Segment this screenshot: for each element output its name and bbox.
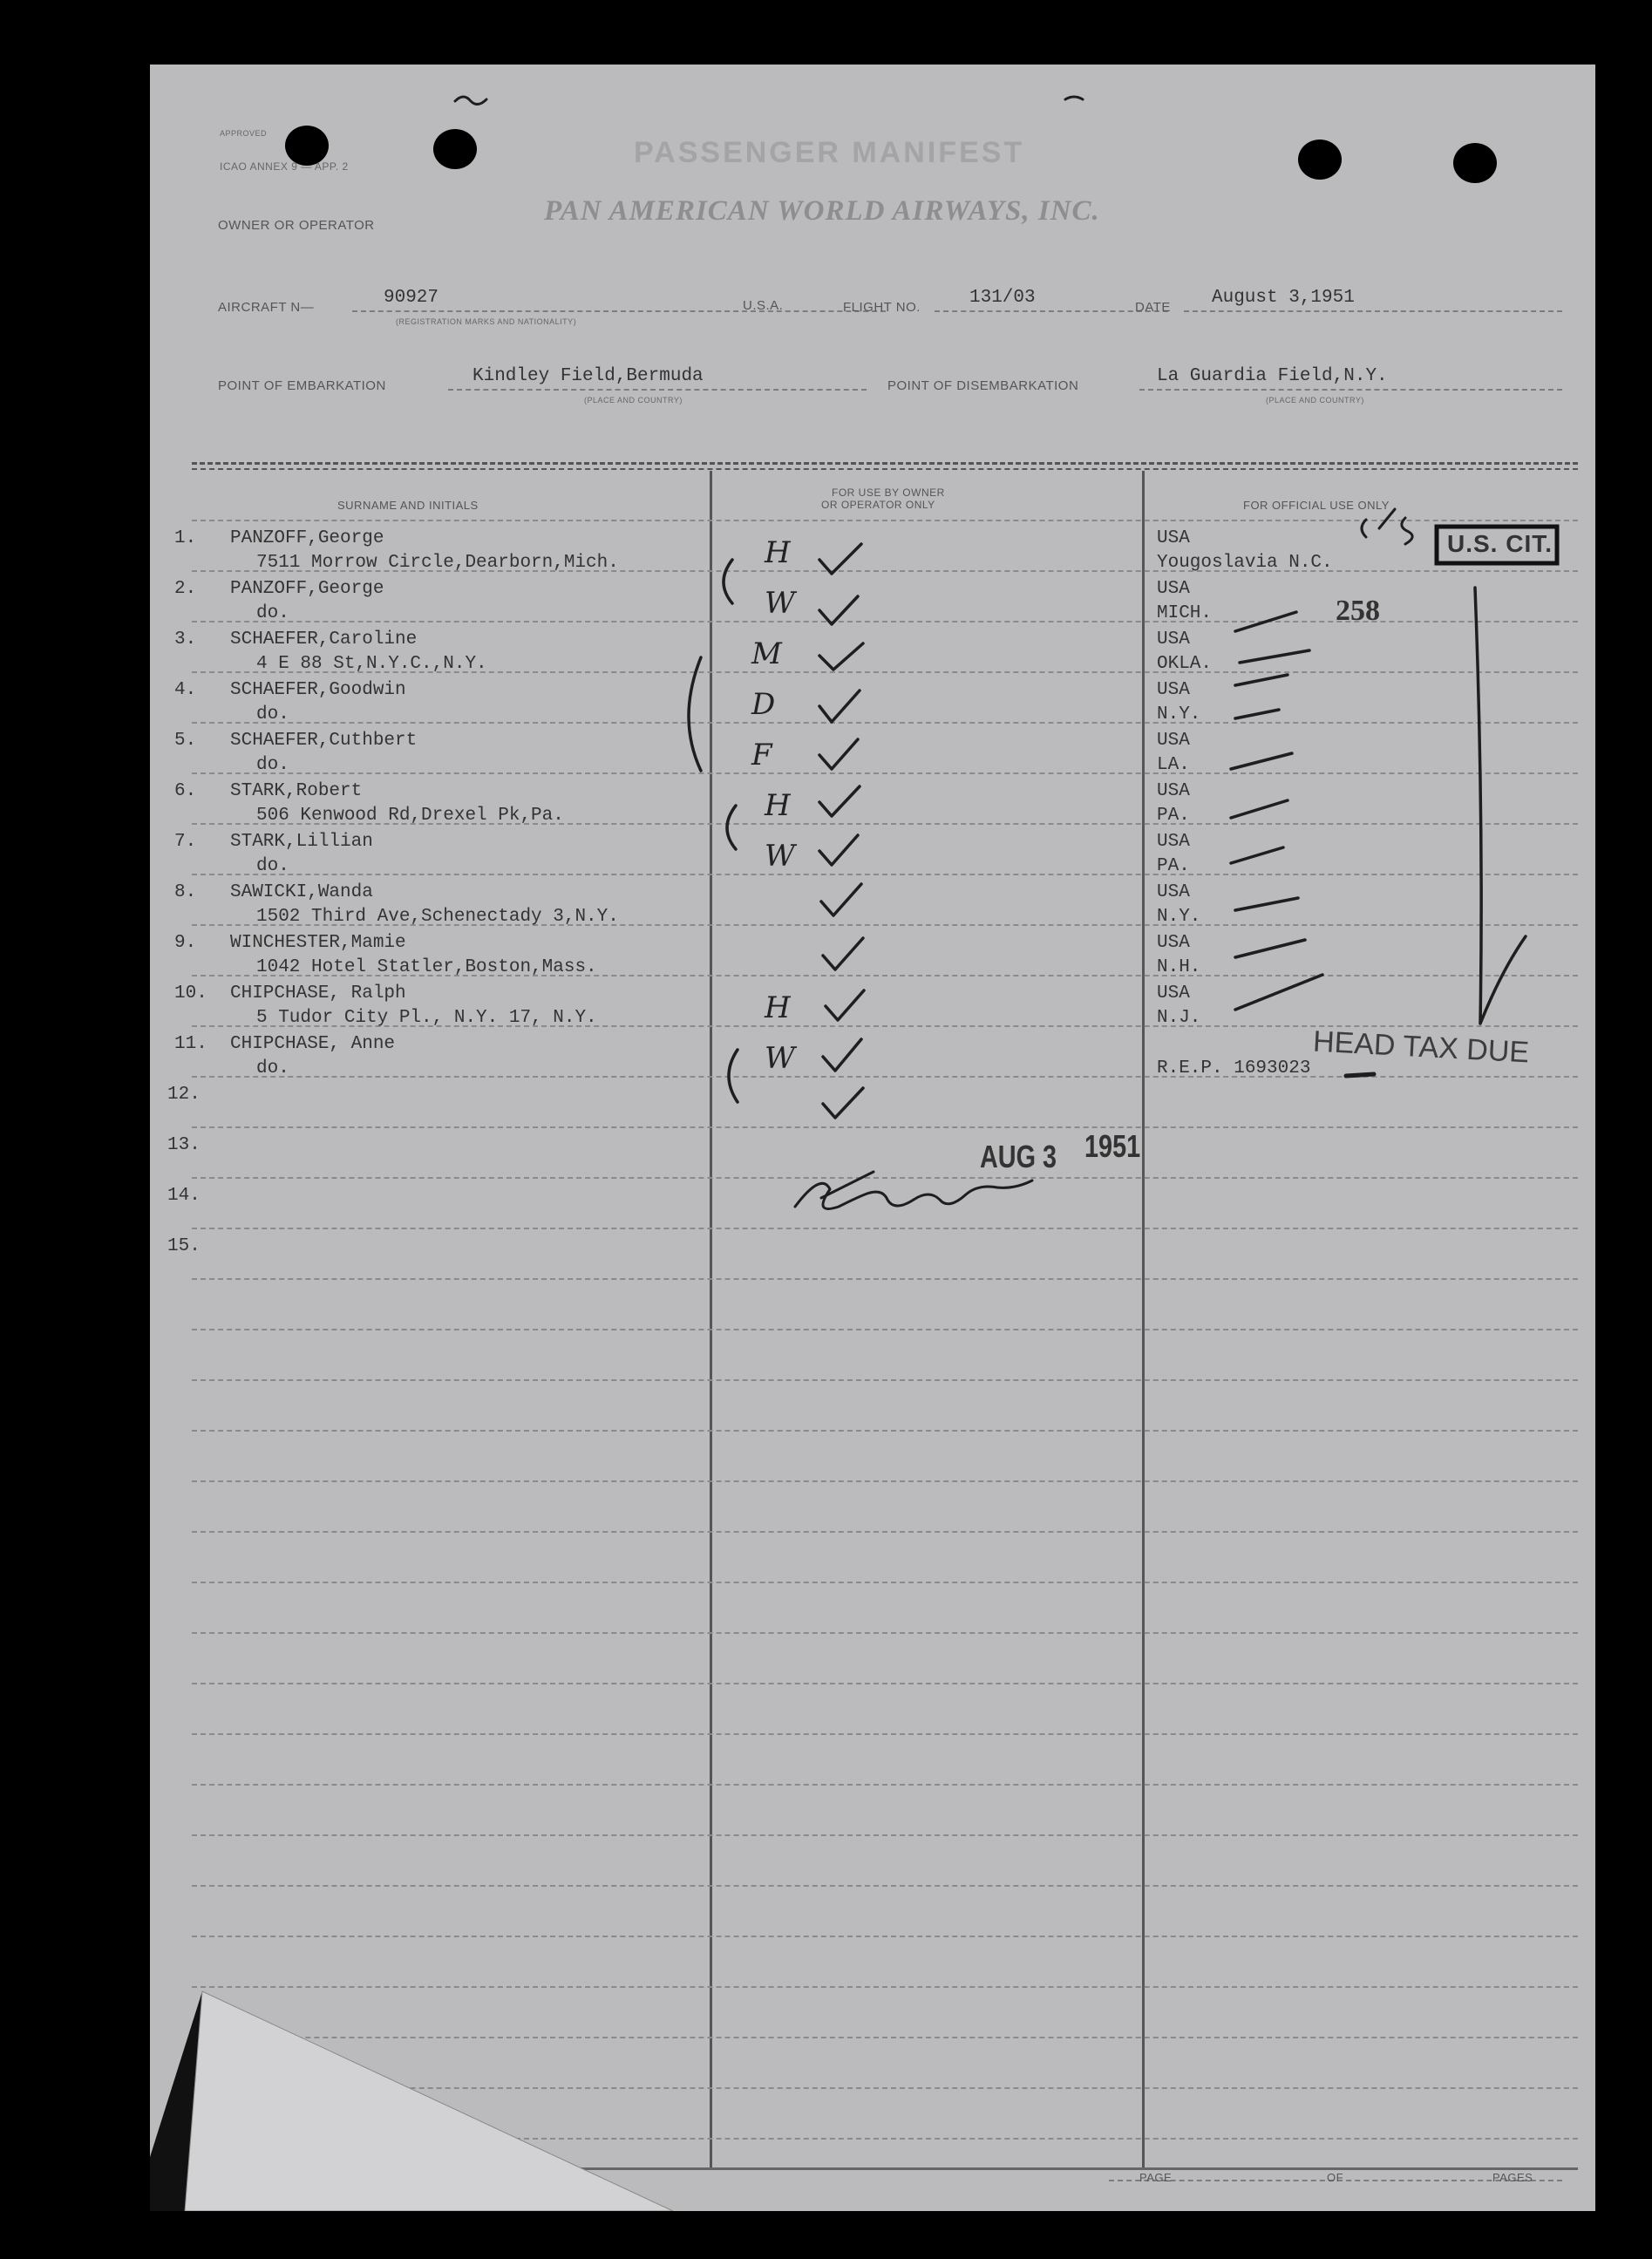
passenger-address: 4 E 88 St,N.Y.C.,N.Y. xyxy=(256,654,487,674)
date-stamp xyxy=(980,1128,1141,1175)
official-state: R.E.P. 1693023 xyxy=(1157,1058,1311,1078)
aircraft-label: AIRCRAFT N— xyxy=(218,300,315,315)
operator-mark: M xyxy=(751,636,782,671)
official-nationality: USA xyxy=(1157,731,1190,751)
row-number: 10. xyxy=(174,983,207,1004)
passenger-address: 7511 Morrow Circle,Dearborn,Mich. xyxy=(256,553,619,573)
official-nationality: USA xyxy=(1157,528,1190,548)
aircraft-value: 90927 xyxy=(384,288,439,308)
passenger-address: do. xyxy=(256,856,289,876)
date-value: August 3,1951 xyxy=(1212,288,1355,308)
passenger-name: SCHAEFER,Goodwin xyxy=(230,680,406,700)
operator-mark: W xyxy=(765,839,795,874)
of-label: OF xyxy=(1327,2171,1344,2184)
flight-label: FLIGHT NO. xyxy=(843,300,921,315)
embarkation-sub: (PLACE AND COUNTRY) xyxy=(584,396,683,405)
operator-mark: H xyxy=(765,535,791,570)
column-header-operator: OR OPERATOR ONLY xyxy=(821,499,935,511)
date-stamp-year: 1951 xyxy=(1084,1128,1141,1164)
official-nationality: USA xyxy=(1157,579,1190,599)
official-state: PA. xyxy=(1157,806,1190,826)
row-number: 7. xyxy=(174,832,197,852)
official-state: Yougoslavia N.C. xyxy=(1157,553,1333,573)
official-nationality: USA xyxy=(1157,781,1190,801)
row-number: 11. xyxy=(174,1034,207,1054)
head-tax-stamp: HEAD TAX DUE xyxy=(1312,1024,1530,1070)
official-nationality: USA xyxy=(1157,983,1190,1004)
operator-mark: H xyxy=(765,788,791,823)
official-state: PA. xyxy=(1157,856,1190,876)
official-nationality: USA xyxy=(1157,629,1190,650)
passenger-name: SCHAEFER,Cuthbert xyxy=(230,731,418,751)
passenger-address: 1502 Third Ave,Schenectady 3,N.Y. xyxy=(256,907,619,927)
passenger-address: 506 Kenwood Rd,Drexel Pk,Pa. xyxy=(256,806,564,826)
passenger-address: do. xyxy=(256,1058,289,1078)
row-number: 8. xyxy=(174,882,197,902)
passenger-name: SAWICKI,Wanda xyxy=(230,882,373,902)
official-state: N.J. xyxy=(1157,1008,1201,1028)
operator-mark: W xyxy=(765,586,795,621)
row-number: 9. xyxy=(174,933,197,953)
disembarkation-sub: (PLACE AND COUNTRY) xyxy=(1266,396,1364,405)
passenger-name: PANZOFF,George xyxy=(230,528,384,548)
official-state: LA. xyxy=(1157,755,1190,775)
official-nationality: USA xyxy=(1157,882,1190,902)
passenger-address: 1042 Hotel Statler,Boston,Mass. xyxy=(256,957,597,977)
aircraft-sub: (REGISTRATION MARKS AND NATIONALITY) xyxy=(396,317,577,326)
disembarkation-value: La Guardia Field,N.Y. xyxy=(1157,366,1388,386)
column-header-operator: FOR USE BY OWNER xyxy=(832,487,945,499)
date-label: DATE xyxy=(1135,300,1171,315)
us-cit-stamp: U.S. CIT. xyxy=(1447,530,1553,557)
official-state: MICH. xyxy=(1157,603,1213,623)
passenger-name: CHIPCHASE, Anne xyxy=(230,1034,396,1054)
passenger-address: do. xyxy=(256,603,289,623)
operator-mark: H xyxy=(765,990,791,1025)
row-number: 6. xyxy=(174,781,197,801)
embarkation-value: Kindley Field,Bermuda xyxy=(472,366,704,386)
passenger-name: CHIPCHASE, Ralph xyxy=(230,983,406,1004)
row-number: 14. xyxy=(167,1186,201,1206)
row-number: 13. xyxy=(167,1135,201,1155)
row-number: 1. xyxy=(174,528,197,548)
passenger-name: PANZOFF,George xyxy=(230,579,384,599)
flight-value: 131/03 xyxy=(969,288,1036,308)
official-state: OKLA. xyxy=(1157,654,1213,674)
column-header-official: FOR OFFICIAL USE ONLY xyxy=(1243,499,1390,512)
row-number: 12. xyxy=(167,1085,201,1105)
form-title: PASSENGER MANIFEST xyxy=(634,136,1025,169)
passenger-address: 5 Tudor City Pl., N.Y. 17, N.Y. xyxy=(256,1008,597,1028)
company-name: PAN AMERICAN WORLD AIRWAYS, INC. xyxy=(544,195,1100,227)
official-nationality: USA xyxy=(1157,832,1190,852)
passenger-name: STARK,Robert xyxy=(230,781,363,801)
official-nationality: USA xyxy=(1157,933,1190,953)
passenger-name: STARK,Lillian xyxy=(230,832,373,852)
passenger-address: do. xyxy=(256,755,289,775)
operator-mark: F xyxy=(751,738,772,772)
row-number: 5. xyxy=(174,731,197,751)
operator-mark: W xyxy=(765,1041,795,1076)
passenger-address: do. xyxy=(256,704,289,725)
row-number: 4. xyxy=(174,680,197,700)
page-label: PAGE xyxy=(1139,2171,1173,2184)
approval-line: ICAO ANNEX 9 — APP. 2 xyxy=(220,160,349,173)
date-stamp-month: AUG 3 xyxy=(980,1139,1057,1174)
row-number: 15. xyxy=(167,1236,201,1256)
owner-label: OWNER OR OPERATOR xyxy=(218,218,375,233)
official-state: N.Y. xyxy=(1157,704,1201,725)
row-number: 3. xyxy=(174,629,197,650)
row-number: 2. xyxy=(174,579,197,599)
embarkation-label: POINT OF EMBARKATION xyxy=(218,378,386,393)
column-header-surname: SURNAME AND INITIALS xyxy=(337,499,479,512)
official-state: N.H. xyxy=(1157,957,1201,977)
manifest-page xyxy=(150,65,1595,2211)
pages-label: PAGES xyxy=(1492,2171,1533,2184)
passenger-name: SCHAEFER,Caroline xyxy=(230,629,418,650)
passenger-name: WINCHESTER,Mamie xyxy=(230,933,406,953)
folded-corner xyxy=(150,1983,690,2211)
official-state: N.Y. xyxy=(1157,907,1201,927)
approval-line: APPROVED xyxy=(220,129,268,138)
number-258: 258 xyxy=(1336,595,1380,627)
operator-mark: D xyxy=(751,687,776,722)
usa-label: U.S.A. xyxy=(743,298,784,313)
disembarkation-label: POINT OF DISEMBARKATION xyxy=(887,378,1079,393)
official-nationality: USA xyxy=(1157,680,1190,700)
